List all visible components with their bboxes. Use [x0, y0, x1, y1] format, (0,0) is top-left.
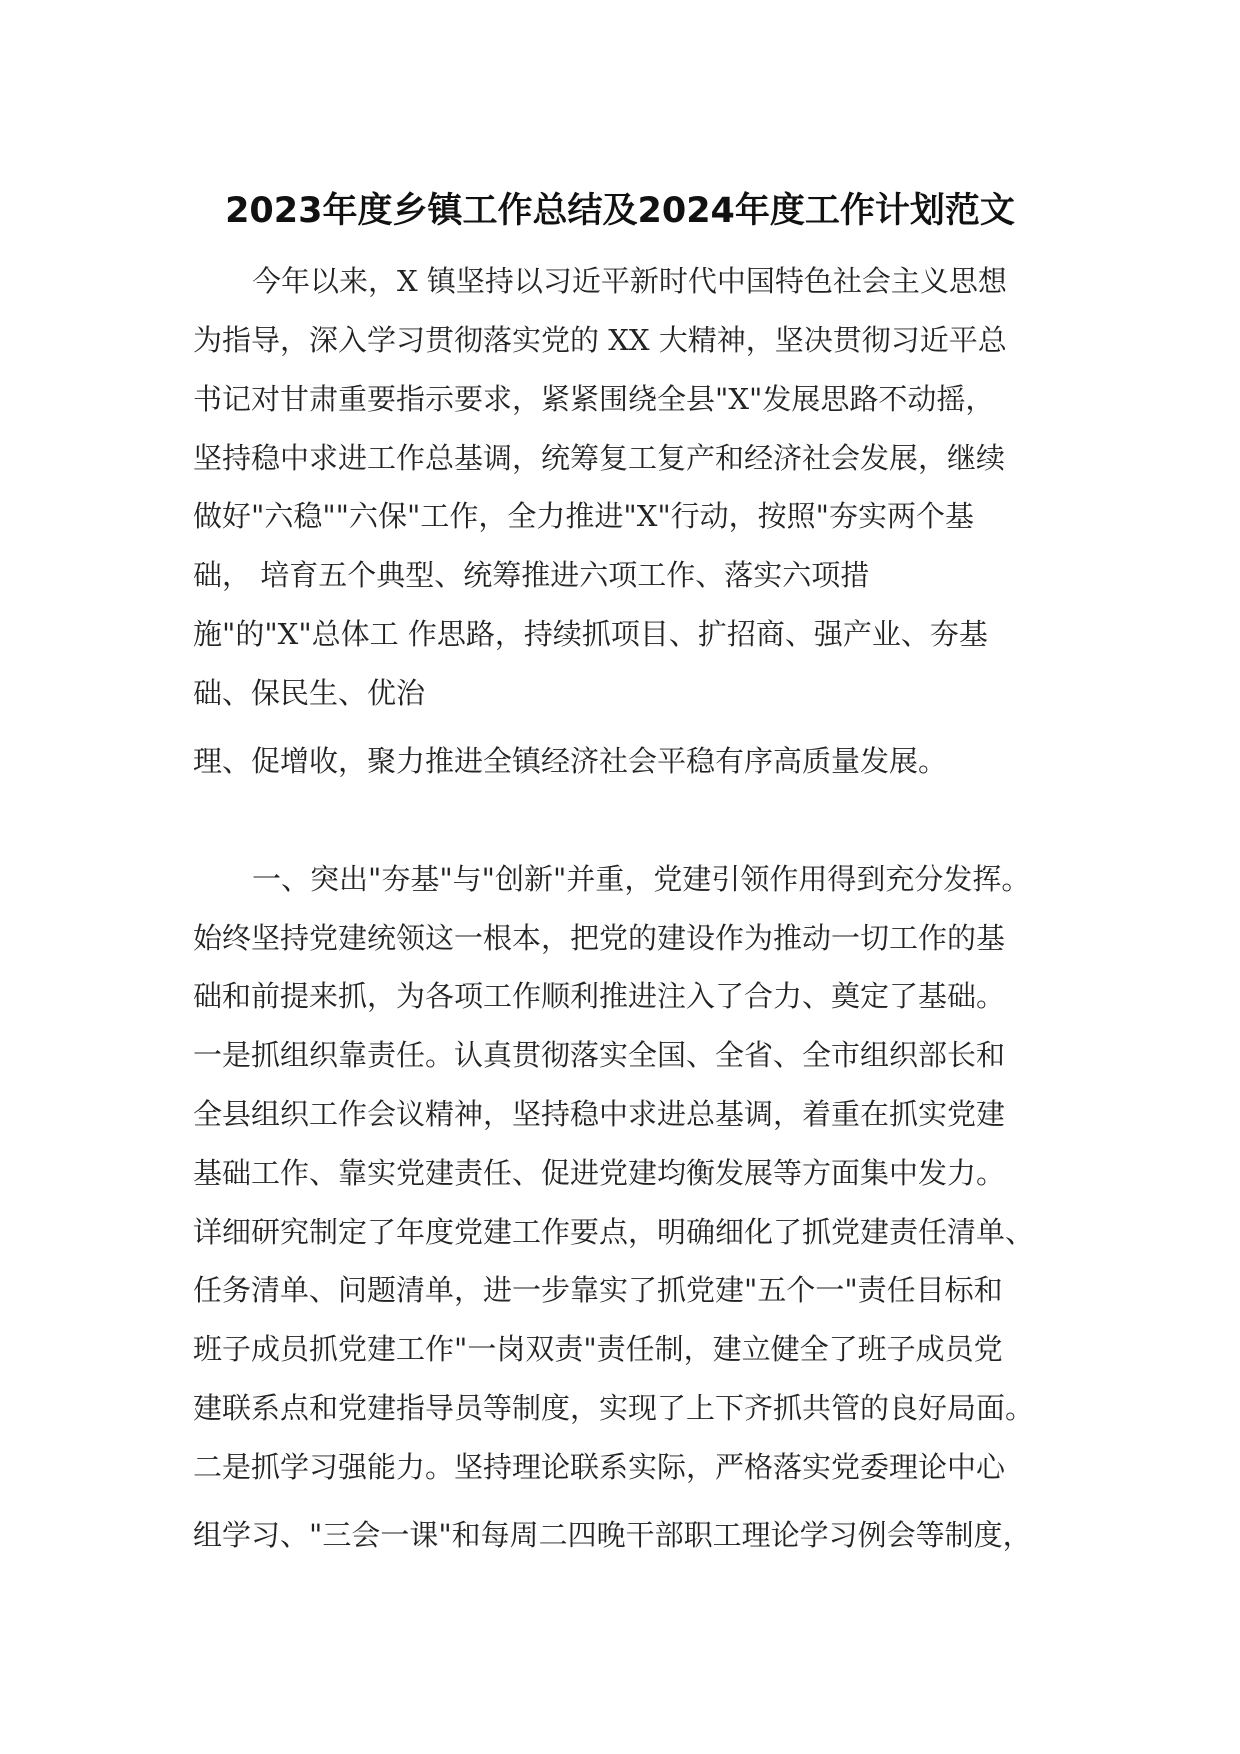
paragraph-line: 理、促增收，聚力推进全镇经济社会平稳有序高质量发展。 — [193, 744, 948, 778]
paragraph-line: 为指导，深入学习贯彻落实党的 XX 大精神，坚决贯彻习近平总 — [193, 323, 1007, 357]
paragraph-line: 做好"六稳""六保"工作，全力推进"X"行动，按照"夯实两个基 — [193, 499, 975, 533]
paragraph-line: 础， 培育五个典型、统筹推进六项工作、落实六项措 — [193, 558, 870, 592]
document-title: 2023年度乡镇工作总结及2024年度工作计划范文 — [225, 191, 1015, 231]
paragraph-line: 一是抓组织靠责任。认真贯彻落实全国、全省、全市组织部长和 — [193, 1038, 1006, 1072]
paragraph-line: 施"的"X"总体工 作思路，持续抓项目、扩招商、强产业、夯基 — [193, 617, 988, 651]
paragraph-line: 础和前提来抓，为各项工作顺利推进注入了合力、奠定了基础。 — [193, 979, 1006, 1013]
paragraph-line: 今年以来，X 镇坚持以习近平新时代中国特色社会主义思想 — [252, 264, 1007, 298]
paragraph-line: 书记对甘肃重要指示要求，紧紧围绕全县"X"发展思路不动摇， — [193, 382, 995, 416]
paragraph-line: 二是抓学习强能力。坚持理论联系实际，严格落实党委理论中心 — [193, 1450, 1006, 1484]
paragraph-line: 基础工作、靠实党建责任、促进党建均衡发展等方面集中发力。 — [193, 1156, 1006, 1190]
paragraph-line: 础、保民生、优治 — [193, 676, 426, 710]
section-heading: 一、突出"夯基"与"创新"并重，党建引领作用得到充分发挥。 — [252, 862, 1031, 896]
paragraph-line: 组学习、"三会一课"和每周二四晚干部职工理论学习例会等制度， — [193, 1518, 1032, 1552]
paragraph-line: 任务清单、问题清单，进一步靠实了抓党建"五个一"责任目标和 — [193, 1273, 1003, 1307]
paragraph-line: 全县组织工作会议精神，坚持稳中求进总基调，着重在抓实党建 — [193, 1097, 1006, 1131]
paragraph-line: 班子成员抓党建工作"一岗双责"责任制，建立健全了班子成员党 — [193, 1332, 1003, 1366]
paragraph-line: 坚持稳中求进工作总基调，统筹复工复产和经济社会发展，继续 — [193, 441, 1006, 475]
paragraph-line: 始终坚持党建统领这一根本，把党的建设作为推动一切工作的基 — [193, 921, 1006, 955]
paragraph-line: 详细研究制定了年度党建工作要点，明确细化了抓党建责任清单、 — [193, 1215, 1035, 1249]
paragraph-line: 建联系点和党建指导员等制度，实现了上下齐抓共管的良好局面。 — [193, 1391, 1035, 1425]
